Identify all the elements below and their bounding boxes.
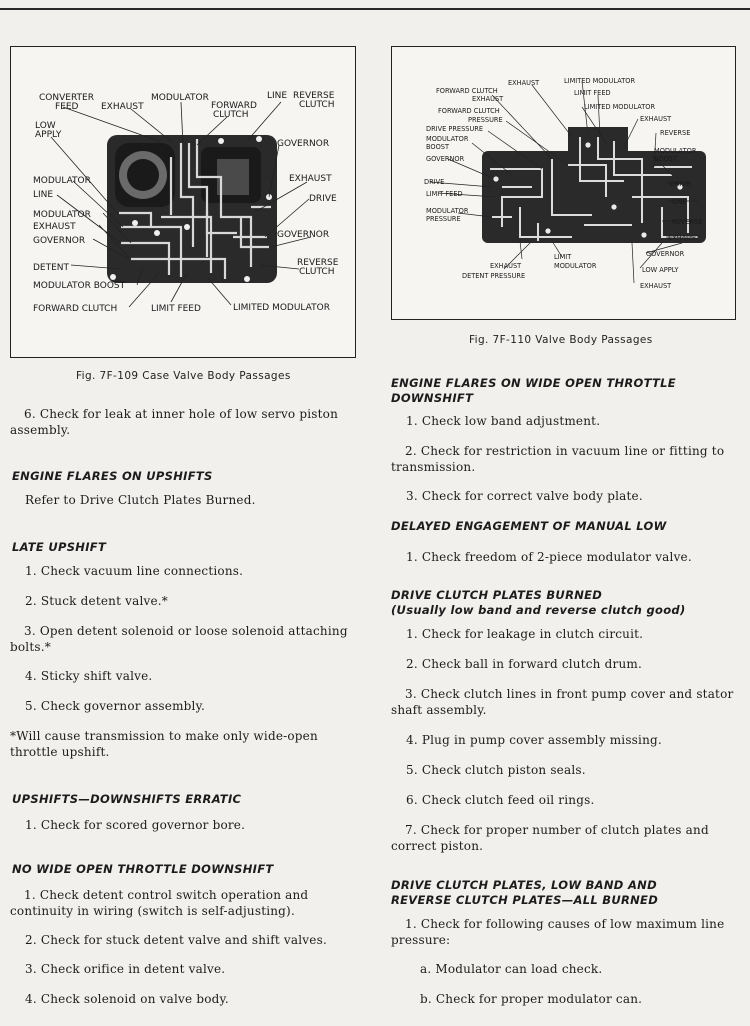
late-item-4: 4. Sticky shift valve.: [25, 669, 153, 683]
left-item-6: 6. Check for leak at inner hole of low servo piston assembly.: [10, 407, 339, 437]
late-note: *Will cause transmission to make only wide-open throttle upshift.: [10, 729, 318, 759]
text-refer: Refer to Drive Clutch Plates Burned.: [25, 493, 256, 507]
db-item-1: 1. Check for leakage in clutch circuit.: [406, 627, 644, 641]
ab-item-b: b. Check for proper modulator can.: [420, 992, 643, 1006]
label-forward-clutch: FORWARD CLUTCH: [33, 304, 118, 314]
heading-upshifts-erratic: UPSHIFTS—DOWNSHIFTS ERRATIC: [12, 792, 242, 806]
db-item-3: 3. Check clutch lines in front pump cover and stator shaft assembly.: [391, 687, 734, 717]
label-limit-feed: LIMIT FEED: [151, 304, 201, 314]
label-limit-feed-l: LIMIT FEED: [426, 190, 463, 198]
figure-case-valve-body: [10, 46, 356, 358]
db-item-4: 4. Plug in pump cover assembly missing.: [406, 733, 662, 747]
label-exhaust-l: EXHAUST: [33, 222, 76, 232]
label-line-r: LINE: [672, 198, 687, 206]
label-clutch-r: CLUTCH: [299, 267, 335, 277]
de-item-1: 1. Check freedom of 2-piece modulator valve.: [406, 550, 692, 564]
label-reverse: REVERSE: [293, 91, 335, 101]
label-modulator-l: MODULATOR: [426, 207, 469, 215]
subheading-drive-clutch-burned: (Usually low band and reverse clutch good): [391, 603, 686, 617]
late-item-2: 2. Stuck detent valve.*: [25, 594, 168, 608]
label-modulator-boost: MODULATOR BOOST: [33, 281, 126, 291]
label-limited-modulator: LIMITED MODULATOR: [233, 303, 330, 313]
wot-item-1: 1. Check detent control switch operation and continuity in wiring (switch is self-adjusting).: [10, 888, 309, 918]
label-boost: BOOST: [426, 143, 450, 151]
label-detent-pressure: DETENT PRESSURE: [462, 272, 526, 280]
label-exhaust-top: EXHAUST: [101, 102, 144, 112]
label-boost-r: BOOST: [654, 155, 678, 163]
label-low: LOW: [35, 121, 56, 131]
wot-item-3: 3. Check orifice in detent valve.: [25, 962, 226, 976]
label-line-l: LINE: [33, 190, 54, 200]
label-modulator-l: MODULATOR: [33, 176, 91, 186]
label-limit: LIMIT: [554, 253, 572, 261]
late-item-5: 5. Check governor assembly.: [25, 699, 205, 713]
header-rule: [0, 8, 750, 10]
label-exhaust-br: EXHAUST: [640, 282, 672, 290]
label-low-apply: LOW APPLY: [642, 266, 679, 274]
figure-valve-body: [391, 46, 736, 320]
label-clutch-tr: CLUTCH: [299, 100, 335, 110]
heading-delayed-engagement: DELAYED ENGAGEMENT OF MANUAL LOW: [391, 519, 667, 533]
label-feed: FEED: [55, 102, 79, 112]
figure-caption-110: Fig. 7F-110 Valve Body Passages: [469, 334, 653, 346]
label-forward-clutch-pressure: FORWARD CLUTCH: [438, 107, 500, 115]
label-pressure: PRESSURE: [468, 116, 503, 124]
db-item-2: 2. Check ball in forward clutch drum.: [406, 657, 642, 671]
label-clutch-top: CLUTCH: [213, 110, 249, 120]
label-converter: CONVERTER: [39, 93, 94, 103]
label-modulator-b: MODULATOR: [554, 262, 597, 270]
label-reverse-r1: REVERSE: [660, 129, 691, 137]
fw-item-2: 2. Check for restriction in vacuum line or fitting to transmission.: [391, 444, 725, 474]
late-item-1: 1. Check vacuum line connections.: [25, 564, 244, 578]
heading-flares-wot-downshift: ENGINE FLARES ON WIDE OPEN THROTTLE DOWNSHIFT: [391, 376, 676, 405]
label-reverse-r: REVERSE: [297, 258, 339, 268]
label-forward-clutch-t: FORWARD CLUTCH: [436, 87, 498, 95]
heading-all-burned-2: REVERSE CLUTCH PLATES—ALL BURNED: [391, 893, 659, 907]
label-pressure-l: PRESSURE: [426, 215, 461, 223]
ab-item-a: a. Modulator can load check.: [420, 962, 603, 976]
label-drive: DRIVE: [309, 194, 337, 204]
wot-item-4: 4. Check solenoid on valve body.: [25, 992, 229, 1006]
label-governor-r: GOVERNOR: [646, 250, 685, 258]
label-exhaust-r1: EXHAUST: [640, 115, 672, 123]
label-line: LINE: [267, 91, 288, 101]
label-modulator: MODULATOR: [426, 135, 469, 143]
label-modulator-r: MODULATOR: [654, 147, 697, 155]
label-governor-r2: GOVERNOR: [277, 230, 330, 240]
fw-item-1: 1. Check low band adjustment.: [406, 414, 601, 428]
label-exhaust-r2: EXHAUST: [668, 234, 700, 242]
db-item-7: 7. Check for proper number of clutch plates and correct piston.: [391, 823, 709, 853]
heading-drive-clutch-burned: DRIVE CLUTCH PLATES BURNED: [391, 588, 603, 602]
heading-late-upshift: LATE UPSHIFT: [12, 540, 107, 554]
label-exhaust-b: EXHAUST: [490, 262, 522, 270]
label-drive-r: DRIVE: [670, 180, 691, 188]
heading-no-wot-downshift: NO WIDE OPEN THROTTLE DOWNSHIFT: [12, 862, 274, 876]
label-reverse-r2: REVERSE: [672, 218, 703, 226]
erratic-item-1: 1. Check for scored governor bore.: [25, 818, 246, 832]
heading-engine-flares-upshifts: ENGINE FLARES ON UPSHIFTS: [12, 469, 213, 483]
label-exhaust-t: EXHAUST: [508, 79, 540, 87]
label-limited-modulator-t2: LIMITED MODULATOR: [584, 103, 656, 111]
label-limit-feed-t: LIMIT FEED: [574, 89, 611, 97]
ab-item-1: 1. Check for following causes of low maximum line pressure:: [391, 917, 725, 947]
heading-all-burned: DRIVE CLUTCH PLATES, LOW BAND AND: [391, 878, 657, 892]
wot-item-2: 2. Check for stuck detent valve and shift valves.: [25, 933, 327, 947]
case-valve-body-illustration: [11, 47, 357, 359]
late-item-3: 3. Open detent solenoid or loose solenoid attaching bolts.*: [10, 624, 348, 654]
label-governor-l: GOVERNOR: [33, 236, 86, 246]
figure-caption-109: Fig. 7F-109 Case Valve Body Passages: [76, 370, 291, 382]
label-modulator-top: MODULATOR: [151, 93, 209, 103]
label-governor-l: GOVERNOR: [426, 155, 465, 163]
label-limited-modulator-t: LIMITED MODULATOR: [564, 77, 636, 85]
label-apply: APPLY: [35, 130, 62, 140]
label-exhaust-t2: EXHAUST: [472, 95, 504, 103]
db-item-5: 5. Check clutch piston seals.: [406, 763, 586, 777]
fw-item-3: 3. Check for correct valve body plate.: [406, 489, 643, 503]
valve-body-illustration: [392, 47, 737, 321]
label-detent: DETENT: [33, 263, 70, 273]
label-drive-pressure: DRIVE PRESSURE: [426, 125, 484, 133]
label-forward: FORWARD: [211, 101, 257, 111]
db-item-6: 6. Check clutch feed oil rings.: [406, 793, 595, 807]
label-modulator-l2: MODULATOR: [33, 210, 91, 220]
label-governor-r1: GOVERNOR: [277, 139, 330, 149]
label-drive-l: DRIVE: [424, 178, 445, 186]
label-exhaust-r: EXHAUST: [289, 174, 332, 184]
